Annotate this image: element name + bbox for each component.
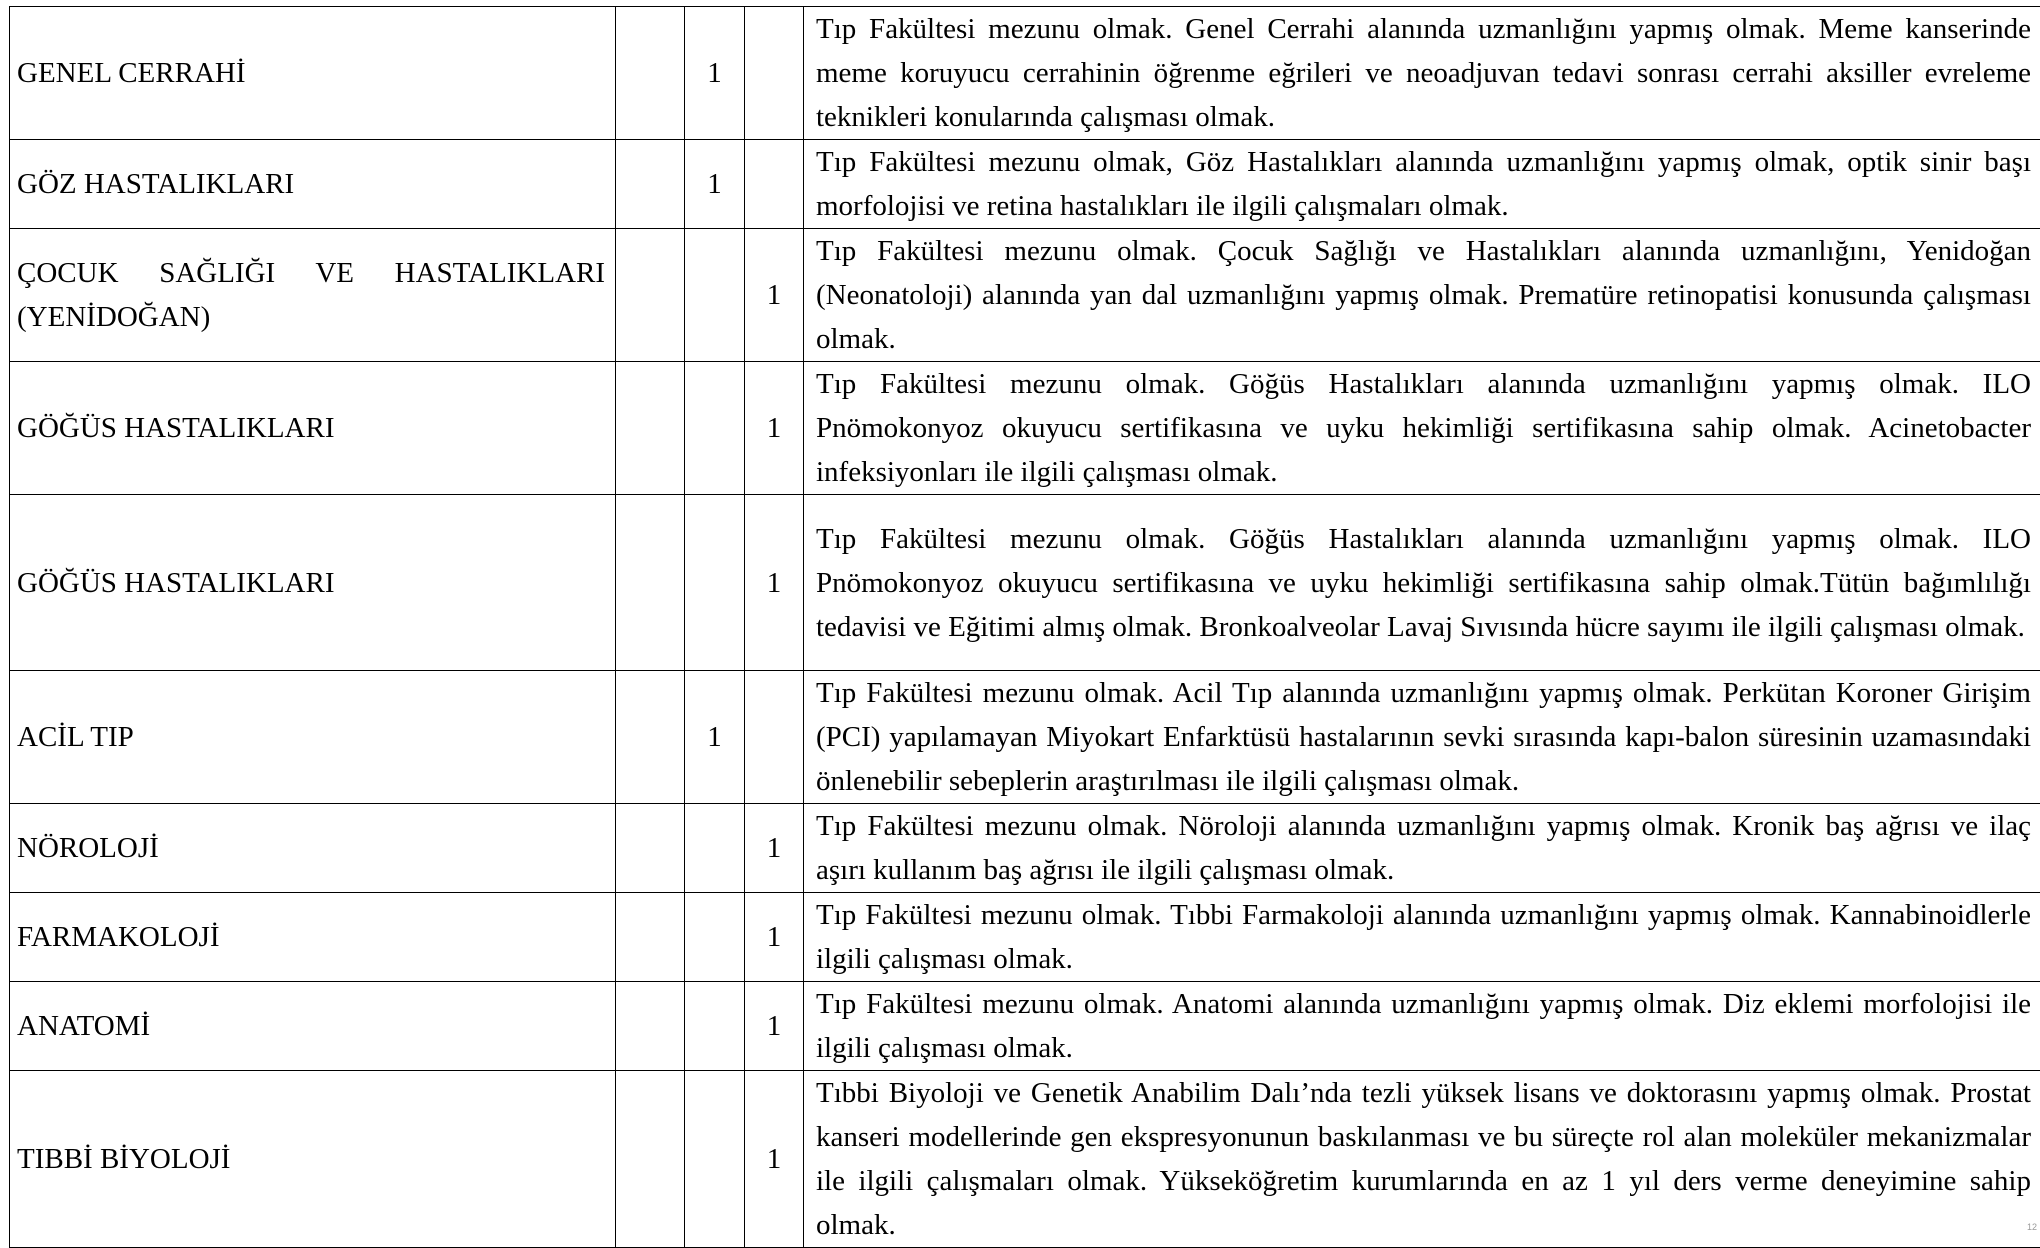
department-cell: GÖĞÜS HASTALIKLARI bbox=[10, 495, 616, 671]
department-cell: ANATOMİ bbox=[10, 982, 616, 1071]
department-cell: ACİL TIP bbox=[10, 671, 616, 804]
table-row bbox=[10, 140, 2040, 229]
table-row bbox=[10, 804, 2040, 893]
requirements-cell: Tıbbi Biyoloji ve Genetik Anabilim Dalı’nda tezli yüksek lisans ve doktorasını yapmış olmak. Prostat kanseri modellerinde gen ekspresyonunun baskılanması ve bu süreçte rol alan moleküler mekanizmalar ile ilgili çalışmaları olmak. Yükseköğretim kurumlarında en az 1 yıl ders verme deneyimine sahip olmak. bbox=[804, 1071, 2040, 1248]
count-cell-b: 1 bbox=[745, 982, 804, 1071]
count-cell-a bbox=[685, 804, 745, 893]
blank-cell bbox=[616, 982, 685, 1071]
requirements-cell: Tıp Fakültesi mezunu olmak. Çocuk Sağlığı ve Hastalıkları alanında uzmanlığını, Yenidoğan (Neonatoloji) alanında yan dal uzmanlığını yapmış olmak. Prematüre retinopatisi konusunda çalışması olmak. bbox=[804, 229, 2040, 362]
requirements-cell: Tıp Fakültesi mezunu olmak. Genel Cerrahi alanında uzmanlığını yapmış olmak. Meme kanserinde meme koruyucu cerrahinin öğrenme eğrileri ve neoadjuvan tedavi sonrası cerrahi aksiller evreleme teknikleri konularında çalışması olmak. bbox=[804, 7, 2040, 140]
count-cell-b: 1 bbox=[745, 229, 804, 362]
blank-cell bbox=[616, 671, 685, 804]
count-cell-b bbox=[745, 671, 804, 804]
table-row bbox=[10, 982, 2040, 1071]
blank-cell bbox=[616, 893, 685, 982]
table-row bbox=[10, 893, 2040, 982]
department-cell: GÖZ HASTALIKLARI bbox=[10, 140, 616, 229]
count-cell-a bbox=[685, 495, 745, 671]
table-row bbox=[10, 1071, 2040, 1248]
requirements-cell: Tıp Fakültesi mezunu olmak. Göğüs Hastalıkları alanında uzmanlığını yapmış olmak. ILO Pnömokonyoz okuyucu sertifikasına ve uyku hekimliği sertifikasına sahip olmak.Tütün bağımlılığı tedavisi ve Eğitimi almış olmak. Bronkoalveolar Lavaj Sıvısında hücre sayımı ile ilgili çalışması olmak. bbox=[804, 495, 2040, 671]
requirements-cell: Tıp Fakültesi mezunu olmak. Göğüs Hastalıkları alanında uzmanlığını yapmış olmak. ILO Pnömokonyoz okuyucu sertifikasına ve uyku hekimliği sertifikasına sahip olmak. Acinetobacter infeksiyonları ile ilgili çalışması olmak. bbox=[804, 362, 2040, 495]
count-cell-b: 1 bbox=[745, 495, 804, 671]
department-cell: TIBBİ BİYOLOJİ bbox=[10, 1071, 616, 1248]
blank-cell bbox=[616, 495, 685, 671]
count-cell-a bbox=[685, 1071, 745, 1248]
requirements-cell: Tıp Fakültesi mezunu olmak. Anatomi alanında uzmanlığını yapmış olmak. Diz eklemi morfolojisi ile ilgili çalışması olmak. bbox=[804, 982, 2040, 1071]
count-cell-b: 1 bbox=[745, 804, 804, 893]
requirements-cell: Tıp Fakültesi mezunu olmak. Acil Tıp alanında uzmanlığını yapmış olmak. Perkütan Koroner Girişim (PCI) yapılamayan Miyokart Enfarktüsü hastalarının sevki sırasında kapı-balon süresinin uzamasındaki önlenebilir sebeplerin araştırılması ile ilgili çalışması olmak. bbox=[804, 671, 2040, 804]
requirements-cell: Tıp Fakültesi mezunu olmak. Tıbbi Farmakoloji alanında uzmanlığını yapmış olmak. Kannabinoidlerle ilgili çalışması olmak. bbox=[804, 893, 2040, 982]
department-cell: GENEL CERRAHİ bbox=[10, 7, 616, 140]
count-cell-b bbox=[745, 140, 804, 229]
count-cell-a bbox=[685, 893, 745, 982]
department-cell: GÖĞÜS HASTALIKLARI bbox=[10, 362, 616, 495]
requirements-cell: Tıp Fakültesi mezunu olmak, Göz Hastalıkları alanında uzmanlığını yapmış olmak, optik sinir başı morfolojisi ve retina hastalıkları ile ilgili çalışmaları olmak. bbox=[804, 140, 2040, 229]
count-cell-b: 1 bbox=[745, 1071, 804, 1248]
count-cell-a bbox=[685, 229, 745, 362]
count-cell-a: 1 bbox=[685, 671, 745, 804]
count-cell-a bbox=[685, 362, 745, 495]
count-cell-b bbox=[745, 7, 804, 140]
count-cell-b: 1 bbox=[745, 362, 804, 495]
blank-cell bbox=[616, 140, 685, 229]
department-cell: ÇOCUK SAĞLIĞI VE HASTALIKLARI (YENİDOĞAN) bbox=[10, 229, 616, 362]
department-cell: FARMAKOLOJİ bbox=[10, 893, 616, 982]
table-row bbox=[10, 229, 2040, 362]
department-cell: NÖROLOJİ bbox=[10, 804, 616, 893]
count-cell-a: 1 bbox=[685, 140, 745, 229]
requirements-cell: Tıp Fakültesi mezunu olmak. Nöroloji alanında uzmanlığını yapmış olmak. Kronik baş ağrısı ve ilaç aşırı kullanım baş ağrısı ile ilgili çalışması olmak. bbox=[804, 804, 2040, 893]
count-cell-a: 1 bbox=[685, 7, 745, 140]
table-row bbox=[10, 7, 2040, 140]
blank-cell bbox=[616, 7, 685, 140]
blank-cell bbox=[616, 229, 685, 362]
page-corner-mark: 12 bbox=[2027, 1222, 2037, 1232]
count-cell-b: 1 bbox=[745, 893, 804, 982]
table-row bbox=[10, 362, 2040, 495]
count-cell-a bbox=[685, 982, 745, 1071]
blank-cell bbox=[616, 804, 685, 893]
table-row bbox=[10, 495, 2040, 671]
blank-cell bbox=[616, 1071, 685, 1248]
blank-cell bbox=[616, 362, 685, 495]
table-row bbox=[10, 671, 2040, 804]
faculty-positions-table bbox=[9, 6, 2040, 1248]
